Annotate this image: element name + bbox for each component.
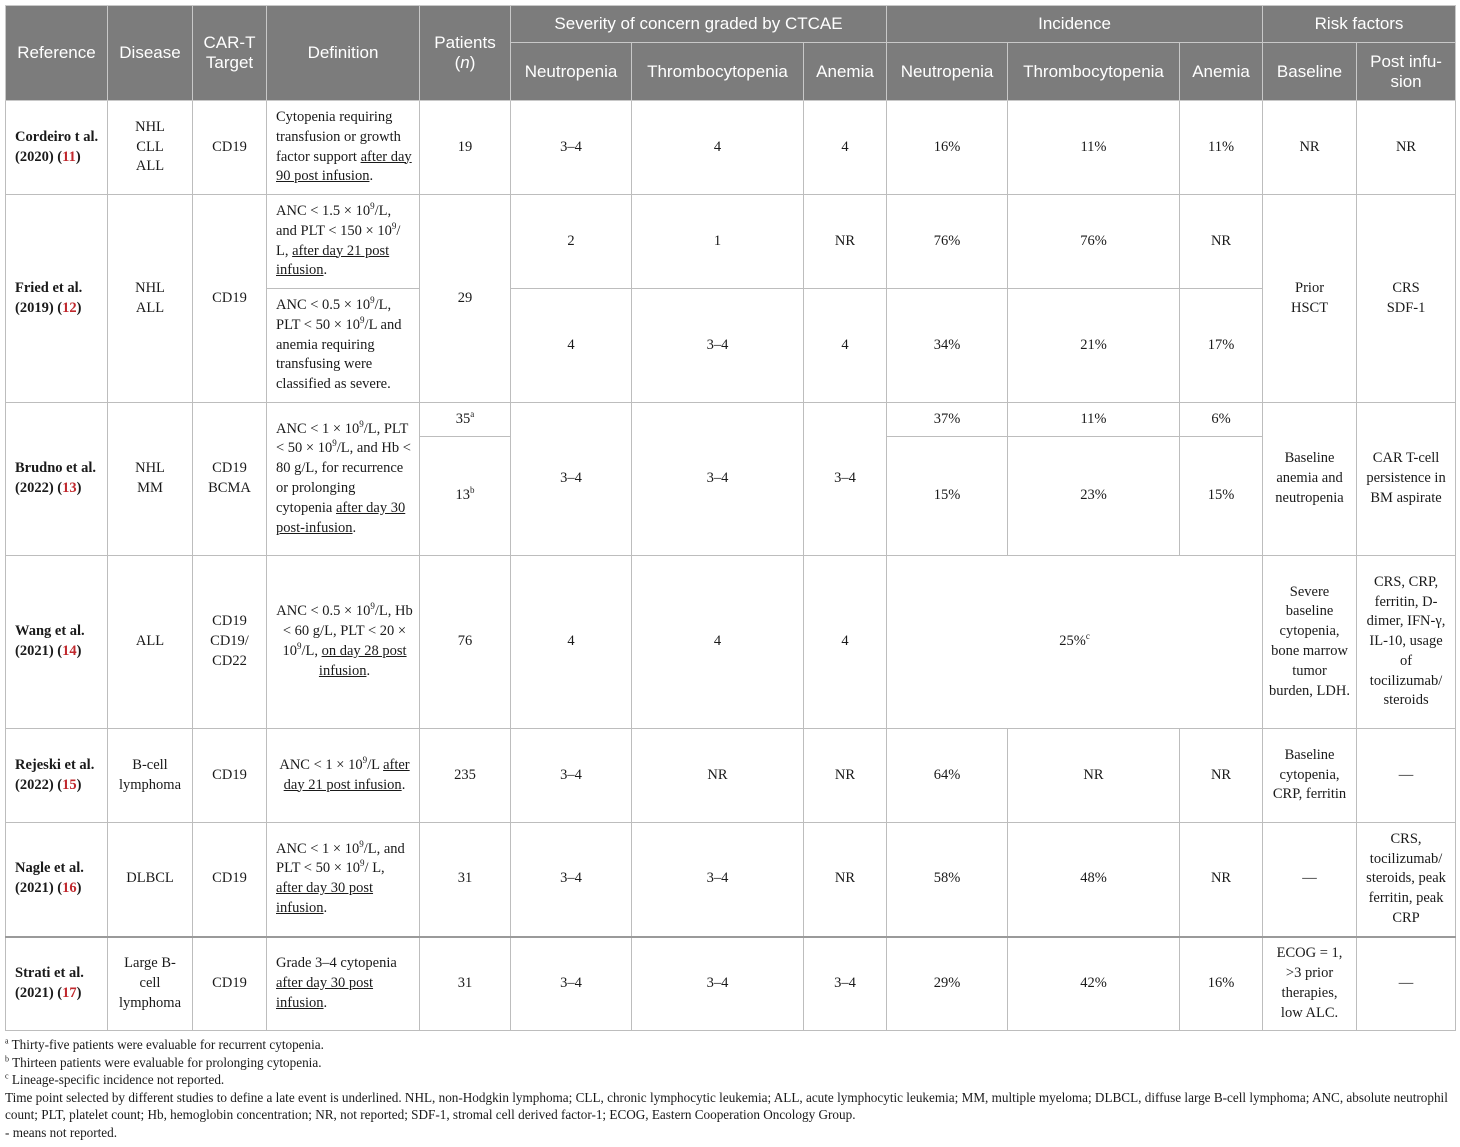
footnote-abbreviations: Time point selected by different studies to define a late event is underlined. NHL, non-Hodgkin lymphoma; CLL, chronic lymphocytic leukemia; ALL, acute lymphocytic leukemia; MM, multiple myeloma; DLBCL, diffuse large B-cell lymphoma; ANC, absolute neutrophil count; PLT, platelet count; Hb, hemoglobin concentration; NR, not reported; SDF-1, stromal cell derived factor-1; ECOG, Eastern Cooperation Oncology Group.: [5, 1089, 1448, 1123]
post-infusion-cell: CAR T-cell persistence in BM aspirate: [1357, 403, 1456, 556]
exponent: 9: [359, 838, 364, 849]
target-cell: CD19: [193, 729, 267, 823]
definition-text: / L,: [276, 222, 401, 259]
definition-timepoint: after day 21 post infusion: [283, 756, 410, 793]
table-row: [6, 729, 1456, 823]
inc-anemia-cell: 17%: [1180, 289, 1263, 403]
header-inc-neutropenia: Neutropenia: [887, 43, 1008, 101]
inc-neutropenia-cell: 64%: [887, 729, 1008, 823]
definition-text: /L, and Hb < 80 g/L, for recurrence or prolonging cytopenia: [276, 440, 411, 516]
target-cell: CD19: [193, 195, 267, 403]
disease-cell: ALL: [108, 556, 193, 729]
definition-timepoint: after day 30 post-infusion: [276, 499, 406, 536]
patients-cell: 29: [420, 195, 511, 403]
header-severity-group: Severity of concern graded by CTCAE: [511, 6, 887, 43]
disease-item: ALL: [135, 158, 165, 175]
inc-neutropenia-cell: 58%: [887, 823, 1008, 937]
disease-cell: [108, 195, 193, 403]
footnote-dash: - means not reported.: [5, 1124, 118, 1140]
definition-text: ANC < 1 × 10: [276, 420, 360, 437]
header-patients: Patients (n): [420, 6, 511, 101]
header-post-infusion: Post infu-sion: [1357, 43, 1456, 101]
sev-thrombocytopenia-cell: 3–4: [632, 403, 804, 556]
disease-cell: B-cell lymphoma: [108, 729, 193, 823]
footnote-mark: a: [470, 408, 475, 419]
definition-text: /L, Hb < 60 g/L, PLT < 20 × 10: [282, 603, 413, 659]
disease-item: CLL: [136, 138, 164, 155]
patients-cell: 235: [420, 729, 511, 823]
table-header: [6, 6, 1456, 101]
definition-text: /L, PLT < 50 × 10: [276, 420, 409, 457]
reference-text: Rejeski et al. (2022): [15, 756, 95, 793]
exponent: 9: [360, 858, 365, 869]
baseline-cell: ECOG = 1, >3 prior therapies, low ALC.: [1263, 937, 1357, 1031]
baseline-line: HSCT: [1290, 299, 1329, 316]
incidence-value: 25%: [1059, 633, 1086, 650]
sev-thrombocytopenia-cell: NR: [632, 729, 804, 823]
footnote-b: [5, 1054, 1455, 1072]
disease-item: MM: [137, 480, 163, 496]
definition-text: ANC < 1 × 10: [279, 756, 363, 773]
patients-cell: 76: [420, 556, 511, 729]
header-target: CAR-T Target: [193, 6, 267, 101]
sev-neutropenia-cell: 4: [511, 289, 632, 403]
sev-neutropenia-cell: 3–4: [511, 101, 632, 195]
definition-cell: [267, 289, 420, 403]
table-row: [6, 823, 1456, 937]
header-patients-n: n: [460, 53, 470, 72]
footnote-c: [5, 1071, 1455, 1089]
table-row: [6, 101, 1456, 195]
disease-cell: DLBCL: [108, 823, 193, 937]
exponent: 9: [370, 201, 375, 212]
sev-anemia-cell: NR: [804, 195, 887, 289]
baseline-cell: —: [1263, 823, 1357, 937]
inc-thrombocytopenia-cell: NR: [1008, 729, 1180, 823]
sev-thrombocytopenia-cell: 4: [632, 556, 804, 729]
reference-text: Cordeiro t al. (2020): [15, 128, 99, 165]
reference-cell: Nagle et al. (2021) (16): [6, 823, 108, 937]
reference-text: Brudno et al. (2022): [15, 460, 96, 496]
inc-anemia-cell: NR: [1180, 823, 1263, 937]
definition-timepoint: after day 30 post infusion: [276, 974, 374, 1011]
definition-timepoint: after day 30 post infusion: [276, 880, 374, 917]
sev-thrombocytopenia-cell: 4: [632, 101, 804, 195]
sev-neutropenia-cell: 3–4: [511, 729, 632, 823]
target-cell: [193, 556, 267, 729]
definition-text: /L, PLT < 50 × 10: [276, 297, 392, 333]
definition-timepoint: after day 90 post infusion: [276, 148, 412, 185]
header-sev-neutropenia: Neutropenia: [511, 43, 632, 101]
header-patients-label: Patients: [434, 33, 496, 52]
inc-anemia-cell: NR: [1180, 729, 1263, 823]
definition-text: / L,: [364, 860, 385, 877]
sev-neutropenia-cell: 3–4: [511, 403, 632, 556]
inc-neutropenia-cell: 76%: [887, 195, 1008, 289]
inc-neutropenia-cell: 34%: [887, 289, 1008, 403]
disease-item: NHL: [135, 460, 165, 477]
inc-thrombocytopenia-cell: 76%: [1008, 195, 1180, 289]
table-container: [5, 5, 1455, 1031]
definition-timepoint: after day 21 post infusion: [276, 242, 390, 279]
disease-cell: Large B-cell lymphoma: [108, 937, 193, 1031]
definition-text: /L: [367, 756, 384, 773]
sev-anemia-cell: 4: [804, 289, 887, 403]
definition-cell: [267, 195, 420, 289]
exponent: 9: [370, 295, 375, 306]
exponent: 9: [332, 438, 337, 449]
header-definition: Definition: [267, 6, 420, 101]
table-row: [6, 937, 1456, 1031]
definition-end: .: [366, 662, 371, 679]
definition-end: .: [323, 900, 328, 917]
target-cell: CD19: [193, 937, 267, 1031]
definition-cell: [267, 729, 420, 823]
inc-anemia-cell: NR: [1180, 195, 1263, 289]
sev-neutropenia-cell: 2: [511, 195, 632, 289]
citation-link[interactable]: 17: [62, 984, 77, 1001]
target-item: CD19: [212, 613, 247, 630]
sev-neutropenia-cell: 3–4: [511, 937, 632, 1031]
post-infusion-cell: CRS, CRP, ferritin, D-dimer, IFN-γ, IL-10, usage of tocilizumab/ steroids: [1357, 556, 1456, 729]
patients-cell: [420, 437, 511, 556]
post-infusion-cell: [1357, 195, 1456, 403]
definition-text: /L, and PLT < 150 × 10: [276, 202, 392, 239]
reference-text: Fried et al. (2019): [15, 279, 83, 316]
reference-cell: Strati et al. (2021) (17): [6, 937, 108, 1031]
definition-text: /L, and PLT < 50 × 10: [276, 840, 405, 877]
definition-cell: [267, 403, 420, 556]
sev-neutropenia-cell: 4: [511, 556, 632, 729]
inc-thrombocytopenia-cell: 23%: [1008, 437, 1180, 556]
baseline-line: Prior: [1295, 279, 1325, 296]
definition-text: ANC < 1.5 × 10: [276, 202, 371, 219]
post-infusion-line: CRS: [1392, 279, 1420, 296]
cytopenia-table: [5, 5, 1456, 1031]
citation-link[interactable]: 11: [62, 148, 76, 165]
post-infusion-cell: —: [1357, 937, 1456, 1031]
definition-cell: [267, 556, 420, 729]
patients-count: 35: [455, 410, 471, 427]
inc-neutropenia-cell: 16%: [887, 101, 1008, 195]
table-row: [6, 556, 1456, 729]
header-inc-anemia: Anemia: [1180, 43, 1263, 101]
inc-anemia-cell: 16%: [1180, 937, 1263, 1031]
sev-anemia-cell: 3–4: [804, 403, 887, 556]
footnote-mark: c: [5, 1071, 9, 1081]
sev-neutropenia-cell: 3–4: [511, 823, 632, 937]
header-incidence-group: Incidence: [887, 6, 1263, 43]
sev-anemia-cell: 3–4: [804, 937, 887, 1031]
sev-thrombocytopenia-cell: 3–4: [632, 289, 804, 403]
sev-thrombocytopenia-cell: 3–4: [632, 937, 804, 1031]
footnote-text: Thirty-five patients were evaluable for recurrent cytopenia.: [11, 1037, 324, 1052]
disease-item: ALL: [135, 299, 165, 316]
header-baseline: Baseline: [1263, 43, 1357, 101]
reference-cell: Wang et al. (2021) (14): [6, 556, 108, 729]
exponent: 9: [370, 601, 375, 612]
definition-cell: [267, 937, 420, 1031]
patients-cell: [420, 403, 511, 437]
exponent: 9: [296, 641, 302, 652]
definition-text: ANC < 1 × 10: [276, 840, 360, 857]
sev-anemia-cell: 4: [804, 556, 887, 729]
definition-timepoint: on day 28 post infusion: [318, 643, 407, 679]
target-cell: CD19: [193, 823, 267, 937]
sev-anemia-cell: NR: [804, 729, 887, 823]
disease-item: NHL: [135, 279, 165, 296]
citation-link[interactable]: 13: [62, 480, 77, 496]
footnote-mark: a: [5, 1036, 9, 1046]
target-item: CD19/ CD22: [210, 633, 249, 669]
post-infusion-cell: NR: [1357, 101, 1456, 195]
inc-thrombocytopenia-cell: 48%: [1008, 823, 1180, 937]
patients-cell: 31: [420, 823, 511, 937]
baseline-cell: Severe baseline cytopenia, bone marrow tumor burden, LDH.: [1263, 556, 1357, 729]
inc-anemia-cell: 11%: [1180, 101, 1263, 195]
post-infusion-cell: CRS, tocilizumab/ steroids, peak ferritin, peak CRP: [1357, 823, 1456, 937]
table-footnotes: [5, 1036, 1455, 1142]
inc-thrombocytopenia-cell: 42%: [1008, 937, 1180, 1031]
post-infusion-line: SDF-1: [1386, 299, 1426, 316]
citation-link[interactable]: 15: [62, 776, 77, 793]
table-row: [6, 403, 1456, 437]
disease-cell: [108, 403, 193, 556]
footnote-mark: c: [1085, 631, 1090, 642]
header-disease: Disease: [108, 6, 193, 101]
exponent: 9: [360, 314, 365, 325]
baseline-cell: Baseline anemia and neutropenia: [1263, 403, 1357, 556]
incidence-combined-cell: [887, 556, 1263, 729]
inc-thrombocytopenia-cell: 11%: [1008, 403, 1180, 437]
definition-text: ANC < 0.5 × 10: [276, 603, 371, 620]
reference-cell: Cordeiro t al. (2020) (11): [6, 101, 108, 195]
sev-anemia-cell: 4: [804, 101, 887, 195]
table-row: [6, 195, 1456, 289]
post-infusion-cell: —: [1357, 729, 1456, 823]
baseline-cell: Baseline cytopenia, CRP, ferritin: [1263, 729, 1357, 823]
reference-cell: Brudno et al. (2022) (13): [6, 403, 108, 556]
definition-end: .: [401, 776, 406, 793]
footnote-mark: b: [5, 1054, 9, 1064]
definition-text: Cytopenia requiring transfusion or growth factor support: [276, 108, 401, 165]
target-cell: [193, 403, 267, 556]
citation-link[interactable]: 16: [62, 880, 77, 897]
header-risk-group: Risk factors: [1263, 6, 1456, 43]
reference-text: Wang et al. (2021): [15, 623, 85, 659]
inc-neutropenia-cell: 37%: [887, 403, 1008, 437]
disease-cell: [108, 101, 193, 195]
definition-text: ANC < 0.5 × 10: [276, 297, 371, 313]
baseline-cell: NR: [1263, 101, 1357, 195]
exponent: 9: [362, 754, 368, 765]
baseline-cell: [1263, 195, 1357, 403]
patients-cell: 19: [420, 101, 511, 195]
header-inc-thrombocytopenia: Thrombocytopenia: [1008, 43, 1180, 101]
footnote-a: [5, 1036, 1455, 1054]
patients-count: 13: [455, 487, 470, 504]
definition-cell: [267, 823, 420, 937]
disease-item: NHL: [135, 118, 165, 135]
footnote-mark: b: [470, 485, 475, 496]
footnote-text: Lineage-specific incidence not reported.: [11, 1072, 225, 1088]
patients-cell: 31: [420, 937, 511, 1031]
sev-thrombocytopenia-cell: 3–4: [632, 823, 804, 937]
reference-text: Strati et al. (2021): [15, 964, 84, 1001]
inc-anemia-cell: 15%: [1180, 437, 1263, 556]
inc-thrombocytopenia-cell: 11%: [1008, 101, 1180, 195]
sev-anemia-cell: NR: [804, 823, 887, 937]
header-sev-anemia: Anemia: [804, 43, 887, 101]
sev-thrombocytopenia-cell: 1: [632, 195, 804, 289]
inc-thrombocytopenia-cell: 21%: [1008, 289, 1180, 403]
definition-end: .: [323, 262, 328, 279]
definition-text: Grade 3–4 cytopenia: [276, 955, 397, 972]
inc-anemia-cell: 6%: [1180, 403, 1263, 437]
header-sev-thrombocytopenia: Thrombocytopenia: [632, 43, 804, 101]
reference-cell: Fried et al. (2019) (12): [6, 195, 108, 403]
target-item: BCMA: [208, 480, 251, 496]
definition-text: /L and anemia requiring transfusing were classified as severe.: [276, 316, 402, 393]
target-item: CD19: [212, 460, 247, 477]
inc-neutropenia-cell: 15%: [887, 437, 1008, 556]
definition-text: /L,: [301, 643, 322, 659]
citation-link[interactable]: 14: [62, 643, 77, 659]
definition-end: .: [323, 994, 328, 1011]
footnote-text: Thirteen patients were evaluable for prolonging cytopenia.: [12, 1054, 322, 1070]
exponent: 9: [359, 418, 364, 429]
header-reference: Reference: [6, 6, 108, 101]
exponent: 9: [391, 220, 397, 231]
definition-cell: [267, 101, 420, 195]
reference-text: Nagle et al. (2021): [15, 860, 84, 897]
citation-link[interactable]: 12: [62, 299, 77, 316]
reference-cell: Rejeski et al. (2022) (15): [6, 729, 108, 823]
definition-end: .: [369, 168, 374, 185]
target-cell: CD19: [193, 101, 267, 195]
definition-end: .: [352, 519, 357, 536]
inc-neutropenia-cell: 29%: [887, 937, 1008, 1031]
